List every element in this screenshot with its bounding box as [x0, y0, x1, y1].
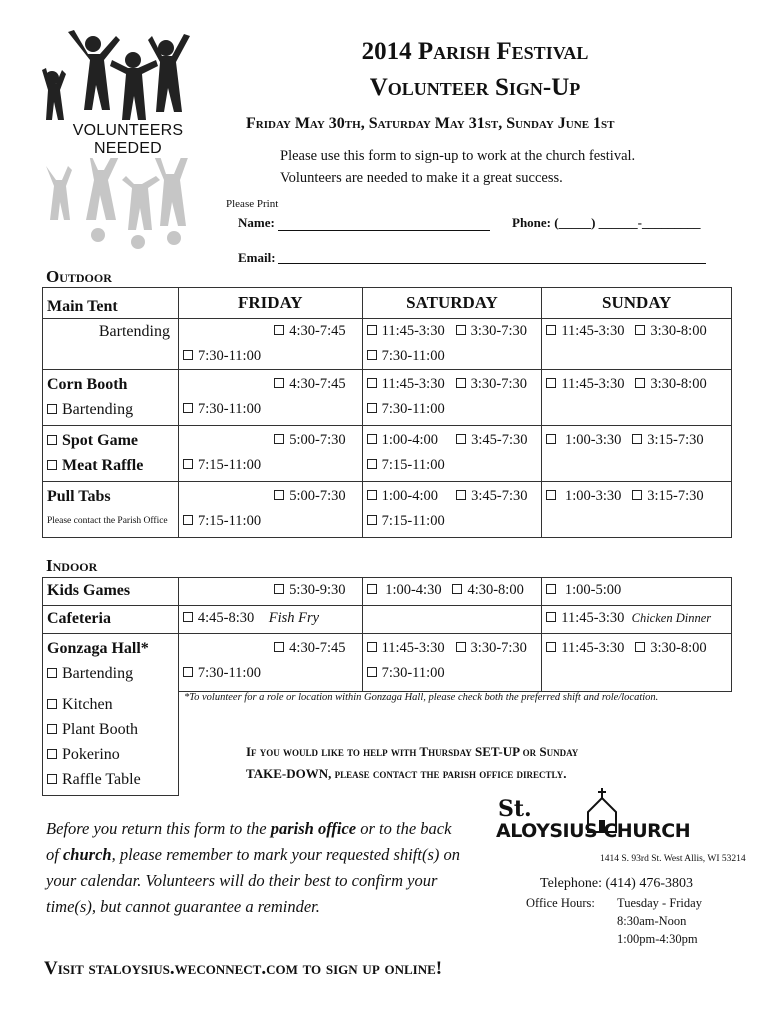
- kids-games-label: Kids Games: [47, 582, 131, 599]
- shift-option[interactable]: 1:00-4:30: [367, 582, 442, 598]
- church-phone: Telephone: (414) 476-3803: [540, 876, 693, 891]
- shift-option[interactable]: 3:30-7:30: [456, 323, 527, 339]
- gonzaga-note: *To volunteer for a role or location within Gonzaga Hall, please check both the preferred shift and role/location.: [184, 692, 659, 703]
- shift-option[interactable]: 7:30-11:00: [367, 344, 538, 369]
- table-row: [43, 370, 732, 426]
- email-field[interactable]: [278, 250, 706, 264]
- shift-option[interactable]: 11:45-3:30: [367, 640, 445, 656]
- table-row: [43, 482, 732, 538]
- shift-option[interactable]: 7:30-11:00: [183, 661, 358, 686]
- shift-option[interactable]: 3:45-7:30: [456, 432, 527, 448]
- friday-header: FRIDAY: [178, 288, 362, 319]
- shift-option[interactable]: 7:30-11:00: [183, 397, 358, 422]
- shift-option[interactable]: 5:30-9:30: [183, 578, 358, 603]
- shift-option[interactable]: 7:30-11:00: [183, 344, 358, 369]
- shift-option[interactable]: 3:30-7:30: [456, 376, 527, 392]
- shift-option[interactable]: 11:45-3:30: [546, 610, 624, 626]
- volunteers-logo: [38, 30, 218, 252]
- shift-option[interactable]: 5:00-7:30: [183, 428, 358, 453]
- office-hours-morning: 8:30am-Noon: [617, 914, 687, 928]
- corn-booth-label: Corn Booth: [47, 376, 128, 393]
- shift-option[interactable]: 1:00-4:00: [367, 432, 438, 448]
- table-row: [43, 426, 732, 482]
- festival-dates: Friday May 30th, Saturday May 31st, Sunday June 1st: [246, 115, 615, 132]
- shift-option[interactable]: 1:00-3:30: [546, 432, 621, 448]
- shift-option[interactable]: 3:45-7:30: [456, 488, 527, 504]
- role-option[interactable]: Plant Booth: [47, 717, 174, 742]
- setup-note-line-1: If you would like to help with Thursday SET-UP or Sunday: [246, 744, 579, 759]
- shift-option[interactable]: 3:30-8:00: [635, 323, 706, 339]
- corn-booth-option[interactable]: Bartending: [47, 397, 174, 422]
- outdoor-heading: Outdoor: [46, 267, 112, 286]
- office-hours-label: Office Hours:: [526, 896, 595, 910]
- shift-option[interactable]: 3:15-7:30: [632, 432, 703, 448]
- shift-option[interactable]: 11:45-3:30: [546, 323, 624, 339]
- spot-game-option[interactable]: Spot Game: [47, 428, 174, 453]
- shift-option[interactable]: 4:30-7:45: [183, 319, 358, 344]
- indoor-heading: Indoor: [46, 556, 98, 575]
- church-name-st: St.: [498, 796, 532, 822]
- name-field[interactable]: [278, 216, 490, 231]
- role-option[interactable]: Kitchen: [47, 692, 174, 717]
- phone-field[interactable]: Phone: (_____) ______-_________: [512, 215, 701, 230]
- sunday-header: SUNDAY: [542, 288, 732, 319]
- role-option[interactable]: Raffle Table: [47, 767, 174, 792]
- shift-option[interactable]: 3:30-7:30: [456, 640, 527, 656]
- footer-signup-link[interactable]: Visit staloysius.weconnect.com to sign up online!: [44, 958, 443, 979]
- intro-line-2: Volunteers are needed to make it a great success.: [280, 170, 563, 186]
- table-row: [43, 578, 732, 606]
- pull-tabs-note: Please contact the Parish Office: [47, 516, 168, 526]
- shift-option[interactable]: 1:00-4:00: [367, 488, 438, 504]
- role-option[interactable]: Bartending: [47, 661, 174, 686]
- shift-option[interactable]: 7:15-11:00: [367, 453, 538, 478]
- indoor-table: [42, 577, 732, 796]
- setup-note-line-2: TAKE-DOWN, please contact the parish office directly.: [246, 766, 567, 781]
- shift-option[interactable]: 11:45-3:30: [546, 376, 624, 392]
- shift-option[interactable]: 3:30-8:00: [635, 376, 706, 392]
- fish-fry-note: Fish Fry: [268, 610, 320, 626]
- main-tent-label: Main Tent: [47, 298, 118, 315]
- office-hours-days: Tuesday - Friday: [617, 896, 702, 910]
- reminder-text: Before you return this form to the parish office or to the back of church, please remember to mark your requested shift(s) on your calendar. Volunteers will do their best to confirm your time(s), but cannot guarantee a reminder.: [46, 819, 460, 916]
- church-logo: [496, 786, 746, 866]
- please-print-label: Please Print: [226, 198, 279, 210]
- intro-line-1: Please use this form to sign-up to work at the church festival.: [280, 148, 636, 164]
- shift-option[interactable]: 7:30-11:00: [367, 397, 538, 422]
- shift-option[interactable]: 7:15-11:00: [183, 453, 358, 478]
- role-option[interactable]: Pokerino: [47, 742, 174, 767]
- shift-option[interactable]: 7:15-11:00: [183, 509, 358, 534]
- shift-option[interactable]: 4:30-7:45: [183, 372, 358, 397]
- shift-option[interactable]: 4:30-7:45: [183, 636, 358, 661]
- gonzaga-hall-label: Gonzaga Hall*: [47, 640, 149, 657]
- page-title: 2014 Parish Festival: [361, 38, 589, 65]
- shift-option[interactable]: 7:15-11:00: [367, 509, 538, 534]
- saturday-header: SATURDAY: [362, 288, 542, 319]
- shift-option[interactable]: 11:45-3:30: [367, 376, 445, 392]
- church-address: 1414 S. 93rd St. West Allis, WI 53214: [600, 854, 746, 864]
- shift-option[interactable]: 7:30-11:00: [367, 661, 538, 686]
- page-subtitle: Volunteer Sign-Up: [369, 74, 581, 101]
- office-hours-afternoon: 1:00pm-4:30pm: [617, 932, 698, 946]
- shift-option[interactable]: 4:45-8:30: [183, 610, 254, 626]
- shift-option[interactable]: 1:00-5:00: [546, 578, 727, 603]
- table-row: [43, 606, 732, 634]
- shift-option[interactable]: 3:15-7:30: [632, 488, 703, 504]
- table-row: [43, 634, 732, 692]
- logo-caption: VOLUNTEERS NEEDED: [38, 122, 218, 158]
- email-label: Email:: [238, 250, 276, 265]
- shift-option[interactable]: 3:30-8:00: [635, 640, 706, 656]
- cafeteria-label: Cafeteria: [47, 610, 111, 627]
- pull-tabs-label: Pull Tabs: [47, 488, 111, 505]
- shift-option[interactable]: 5:00-7:30: [183, 484, 358, 509]
- shift-option[interactable]: 11:45-3:30: [367, 323, 445, 339]
- main-tent-sub: Bartending: [98, 323, 170, 340]
- table-row: [43, 319, 732, 370]
- name-label: Name:: [238, 215, 275, 230]
- meat-raffle-option[interactable]: Meat Raffle: [47, 453, 174, 478]
- shift-option[interactable]: 11:45-3:30: [546, 640, 624, 656]
- church-name: ALOYSIUS CHURCH: [496, 820, 691, 842]
- shift-option[interactable]: 1:00-3:30: [546, 488, 621, 504]
- chicken-dinner-note: Chicken Dinner: [631, 611, 712, 625]
- outdoor-table: [42, 287, 732, 538]
- shift-option[interactable]: 4:30-8:00: [452, 582, 523, 598]
